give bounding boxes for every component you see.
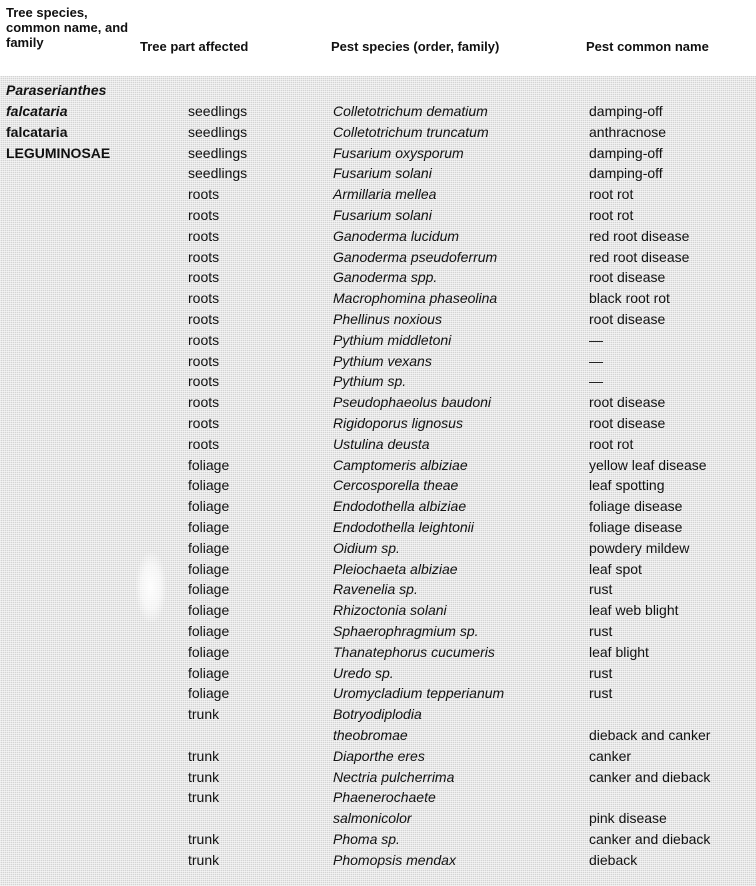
table-row [0, 579, 756, 600]
pest-species-cell [333, 309, 442, 330]
pest-common-name-cell: root rot [589, 435, 634, 452]
pest-species-line: Camptomeris albiziae [333, 456, 468, 473]
pest-species-cell [333, 330, 451, 351]
table-row [0, 559, 756, 580]
pest-species-cell [333, 371, 406, 392]
pest-common-name-cell: rust [589, 685, 613, 702]
pest-species-line: Fusarium oxysporum [333, 144, 464, 161]
pest-species-line: Pythium middletoni [333, 331, 452, 348]
pest-species-cell [333, 787, 436, 829]
pest-species-cell [333, 746, 425, 767]
pest-common-name-cell: canker [589, 747, 632, 764]
tree-part-cell: roots [188, 352, 220, 369]
table-row [0, 850, 756, 871]
pest-common-name-cell: leaf spotting [589, 477, 665, 494]
tree-part-cell: foliage [188, 581, 230, 598]
pest-common-name-cell: foliage disease [589, 498, 683, 515]
pest-species-line: Phellinus noxious [333, 311, 442, 327]
tree-species: falcataria [6, 103, 68, 119]
table-row [0, 309, 756, 330]
pest-species-line: Ganoderma spp. [333, 269, 438, 286]
table-row [0, 475, 756, 496]
pest-species-cell [333, 517, 474, 538]
pest-species-cell [333, 413, 463, 434]
pest-common-name-cell: root rot [589, 207, 634, 223]
tree-part-cell: foliage [188, 623, 230, 639]
pest-species-cell [333, 559, 458, 580]
table-row [0, 663, 756, 684]
table-row [0, 205, 756, 226]
pest-common-name-cell: root disease [589, 269, 666, 286]
pest-common-name-line: dieback and canker [589, 727, 711, 744]
pest-common-name-cell: root disease [589, 415, 666, 431]
pest-species-cell [333, 288, 497, 309]
pest-species-cell [333, 475, 458, 496]
tree-part-cell: seedlings [188, 165, 248, 182]
tree-part-cell: trunk [188, 831, 220, 847]
pest-species-line: Armillaria mellea [333, 186, 437, 203]
pest-species-line: Ganoderma lucidum [333, 227, 460, 244]
tree-part-cell: foliage [188, 664, 230, 681]
tree-part-cell: roots [188, 331, 220, 348]
pest-species-line: Phoma sp. [333, 831, 400, 847]
pest-species-cell [333, 829, 400, 850]
pest-species-cell [333, 205, 432, 226]
pest-species-line: Uromycladium tepperianum [333, 685, 505, 702]
pest-species-cell [333, 434, 430, 455]
pest-species-line: Colletotrichum truncatum [333, 123, 489, 140]
pest-species-line: Cercosporella theae [333, 477, 459, 494]
tree-part-cell: trunk [188, 789, 220, 806]
pest-species-cell [333, 184, 436, 205]
pest-species-cell [333, 455, 468, 476]
pest-species-line: Oidium sp. [333, 539, 400, 556]
table-row [0, 392, 756, 413]
pest-common-name-cell: powdery mildew [589, 539, 690, 556]
pest-common-name-cell: damping-off [589, 165, 663, 182]
pest-common-name-cell: root rot [589, 186, 634, 203]
table-row [0, 330, 756, 351]
pest-species-line: Thanatephorus cucumeris [333, 643, 495, 660]
tree-common-name: falcataria [6, 124, 68, 140]
table-row [0, 642, 756, 663]
table-row [0, 288, 756, 309]
pest-species-line: Phomopsis mendax [333, 851, 456, 868]
pest-species-cell [333, 767, 454, 788]
tree-part-cell: roots [188, 415, 220, 431]
pest-species-line: Endodothella leightonii [333, 519, 474, 535]
table-row [0, 351, 756, 372]
table-row [0, 496, 756, 517]
pest-common-name-cell: red root disease [589, 227, 690, 244]
tree-part-cell: foliage [188, 602, 230, 619]
pest-species-cell [333, 642, 495, 663]
pest-common-name-cell: leaf web blight [589, 602, 679, 619]
pest-species-line: salmonicolor [333, 810, 412, 827]
pest-common-name-cell: leaf blight [589, 643, 649, 660]
pest-common-name-cell: canker and dieback [589, 768, 711, 785]
pest-species-line: Pythium sp. [333, 373, 407, 390]
pest-species-cell [333, 122, 489, 143]
pest-common-name-cell: — [589, 352, 603, 369]
tree-part-cell: roots [188, 311, 220, 327]
pest-species-cell [333, 579, 418, 600]
pest-common-name-cell [589, 787, 667, 829]
tree-part-cell: foliage [188, 456, 230, 473]
pest-species-cell [333, 247, 497, 268]
table-row [0, 101, 756, 122]
pest-species-cell [333, 392, 491, 413]
pest-species-line: Rhizoctonia solani [333, 602, 447, 619]
table-row [0, 163, 756, 184]
pest-common-name-cell: black root rot [589, 290, 670, 307]
table-row [0, 787, 756, 829]
tree-part-cell: foliage [188, 498, 230, 515]
pest-species-line: Macrophomina phaseolina [333, 290, 498, 307]
pest-species-cell [333, 683, 504, 704]
table-body [0, 76, 756, 886]
pest-species-line: Botryodiplodia [333, 706, 422, 723]
tree-part-cell: roots [188, 227, 220, 244]
pest-common-name-cell: rust [589, 581, 613, 598]
tree-part-cell: trunk [188, 851, 220, 868]
pest-species-line: Pleiochaeta albiziae [333, 560, 458, 577]
header-part: Tree part affected [140, 39, 249, 54]
pest-species-cell [333, 621, 479, 642]
pest-common-name-line [589, 706, 593, 722]
tree-part-cell: roots [188, 394, 220, 411]
tree-part-cell: roots [188, 373, 220, 390]
tree-part-cell: roots [188, 207, 220, 223]
table-row [0, 746, 756, 767]
tree-genus: Paraserianthes [6, 82, 107, 98]
tree-part-cell: foliage [188, 519, 230, 535]
pest-common-name-cell: root disease [589, 311, 666, 327]
table-row [0, 767, 756, 788]
table-row [0, 226, 756, 247]
table-row [0, 704, 756, 746]
pest-species-cell [333, 850, 456, 871]
pest-species-line: Phaenerochaete [333, 789, 436, 806]
pest-species-line: Pseudophaeolus baudoni [333, 394, 492, 411]
pest-species-line: Diaporthe eres [333, 747, 425, 764]
pest-species-cell [333, 267, 437, 288]
tree-part-cell: foliage [188, 539, 230, 556]
pest-species-line: Uredo sp. [333, 664, 394, 681]
pest-species-cell [333, 538, 400, 559]
pest-species-line: Ravenelia sp. [333, 581, 418, 598]
pest-species-line: Sphaerophragmium sp. [333, 623, 479, 639]
pest-species-cell [333, 226, 459, 247]
tree-part-cell: roots [188, 269, 220, 286]
pest-species-line: Colletotrichum dematium [333, 103, 488, 119]
pest-common-name-cell: damping-off [589, 144, 663, 161]
pest-species-cell [333, 600, 447, 621]
pest-common-name-cell: rust [589, 623, 613, 639]
pest-common-name-line [589, 789, 593, 805]
pest-common-name-cell: canker and dieback [589, 831, 711, 847]
pest-species-cell [333, 663, 394, 684]
pest-common-name-cell: foliage disease [589, 519, 683, 535]
pest-common-name-cell [589, 704, 710, 746]
pest-species-line: Nectria pulcherrima [333, 768, 455, 785]
table-header [0, 0, 756, 76]
table-row [0, 538, 756, 559]
pest-common-name-line: pink disease [589, 810, 667, 827]
table-row [0, 122, 756, 143]
pest-species-line: Ganoderma pseudoferrum [333, 248, 498, 265]
tree-part-cell: trunk [188, 747, 220, 764]
pest-common-name-cell: damping-off [589, 103, 663, 119]
table-row [0, 143, 756, 164]
table-row [0, 829, 756, 850]
tree-part-cell: seedlings [188, 103, 248, 119]
pest-species-line: theobromae [333, 727, 408, 744]
tree-part-cell: roots [188, 435, 220, 452]
tree-part-cell: seedlings [188, 144, 248, 161]
tree-family: LEGUMINOSAE [6, 145, 111, 161]
pest-common-name-cell: root disease [589, 394, 666, 411]
pest-common-name-cell: dieback [589, 851, 638, 868]
table-row [0, 184, 756, 205]
pest-species-line: Fusarium solani [333, 207, 432, 223]
table-row [0, 267, 756, 288]
tree-part-cell: seedlings [188, 123, 248, 140]
pest-species-cell [333, 351, 432, 372]
header-common: Pest common name [586, 39, 709, 54]
table-row [0, 517, 756, 538]
tree-part-cell: foliage [188, 685, 230, 702]
tree-part-cell: foliage [188, 643, 230, 660]
pest-common-name-cell: leaf spot [589, 560, 642, 577]
pest-species-cell [333, 143, 464, 164]
table-row [0, 413, 756, 434]
table-row [0, 600, 756, 621]
pest-species-cell [333, 496, 466, 517]
pest-species-cell [333, 101, 488, 122]
table-row [0, 434, 756, 455]
pest-common-name-cell: red root disease [589, 248, 690, 265]
tree-part-cell: foliage [188, 560, 230, 577]
pest-species-line: Fusarium solani [333, 165, 432, 182]
pest-species-cell [333, 704, 422, 746]
header-species: Tree species, common name, and family [6, 5, 129, 50]
table-row [0, 621, 756, 642]
pest-common-name-cell: rust [589, 664, 613, 681]
pest-common-name-cell: — [589, 373, 603, 390]
pest-species-line: Endodothella albiziae [333, 498, 467, 515]
pest-common-name-cell: yellow leaf disease [589, 456, 707, 473]
tree-part-cell: roots [188, 290, 220, 307]
pest-species-line: Ustulina deusta [333, 435, 430, 452]
table-row [0, 683, 756, 704]
tree-part-cell: roots [188, 186, 220, 203]
pest-species-cell [333, 163, 432, 184]
tree-part-cell: trunk [188, 768, 220, 785]
tree-part-cell: trunk [188, 706, 220, 723]
pest-species-line: Pythium vexans [333, 352, 432, 369]
pest-common-name-cell: anthracnose [589, 123, 667, 140]
pest-common-name-cell: — [589, 331, 603, 348]
table-row [0, 371, 756, 392]
tree-part-cell: roots [188, 248, 220, 265]
table-row [0, 455, 756, 476]
header-pest: Pest species (order, family) [331, 39, 500, 54]
table-row [0, 247, 756, 268]
pest-species-line: Rigidoporus lignosus [333, 415, 463, 431]
tree-part-cell: foliage [188, 477, 230, 494]
